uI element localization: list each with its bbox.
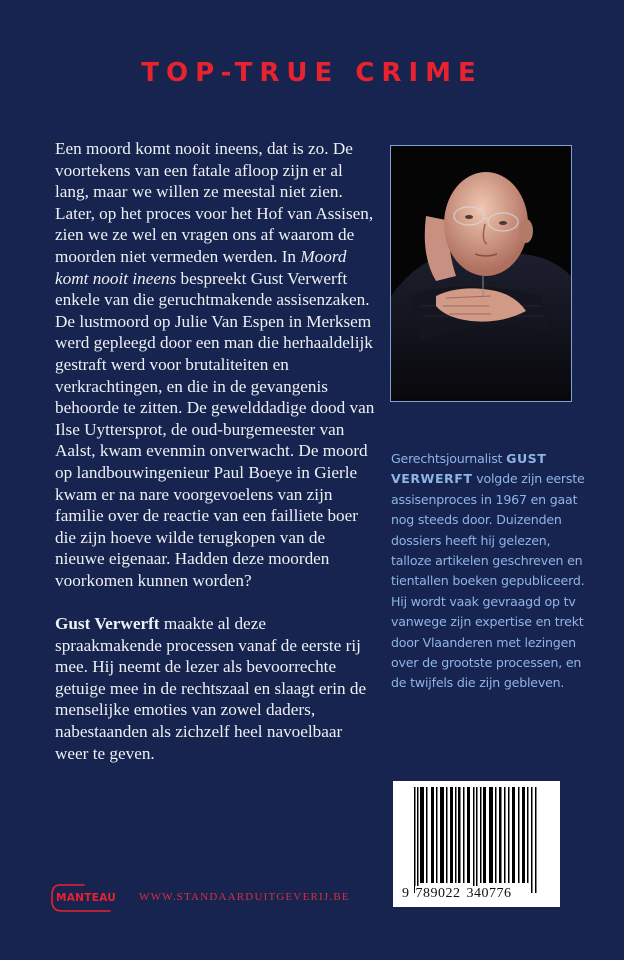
publisher-url[interactable]: WWW.STANDAARDUITGEVERIJ.BE [139, 891, 350, 903]
blurb-paragraph-3: Gust Verwerft maakte al deze spraakmakende processen vanaf de eerste rij mee. Hij neemt de lezer als bevoorrechte getuige mee in de rechtszaal en slaagt erin de menselijke emoties van zowel daders, nabestaanden als zichzelf heel navoelbaar weer te geven. [55, 614, 367, 763]
author-name-bold: Gust Verwerft [55, 614, 160, 634]
author-photo [390, 145, 572, 402]
manteau-logo [50, 883, 120, 913]
barcode-bars [414, 787, 538, 893]
author-portrait-illustration [391, 146, 571, 401]
author-name-caps: GUST VERWERFT [391, 451, 547, 487]
back-cover-blurb [55, 138, 375, 764]
isbn-digits: 9 789022 340776 [402, 886, 512, 901]
series-title: TOP-TRUE CRIME [141, 58, 483, 88]
blurb-paragraph-1: Een moord komt nooit ineens, dat is zo. De voortekens van een fatale afloop zijn er al lang, maar we willen ze meestal niet zien. Later, op het proces voor het Hof van Assisen, zien we ze wel en vragen ons af waarom de moorden niet vermeden werden. In Moord komt nooit ineens bespreekt Gust Verwerft enkele van die geruchtmakende assisenzaken. [55, 139, 374, 310]
manteau-logo-label: MANTEAU [56, 892, 117, 904]
isbn-barcode [393, 781, 560, 907]
blurb-paragraph-2: De lustmoord op Julie Van Espen in Merksem werd gepleegd door een man die herhaaldelijk gestraft werd voor brutaliteiten en verkrachtingen, en die in de gevangenis behoorde te zitten. De gewelddadige dood van Ilse Uyttersprot, de oud-burgemeester van Aalst, kwam evenmin onverwacht. De moord op landbouwingenieur Paul Boeye in Gierle kwam er na nare voorgevoelens van zijn familie over de reactie van een failliete boer die zijn hoeve wilde terugkopen van de nieuwe eigenaar. Hadden deze moorden voorkomen kunnen worden? [55, 311, 375, 590]
book-title-italic: Moord komt nooit ineens [55, 246, 347, 288]
author-bio: Gerechtsjournalist GUST VERWERFT volgde zijn eerste assisenproces in 1967 en gaat nog steeds door. Duizenden dossiers heeft hij gelezen, talloze artikelen geschreven en tientallen boeken gepubliceerd. Hij wordt vaak gevraagd op tv vanwege zijn expertise en trekt door Vlaanderen met lezingen over de grootste processen, en de twijfels die zijn gebleven. [391, 451, 585, 691]
